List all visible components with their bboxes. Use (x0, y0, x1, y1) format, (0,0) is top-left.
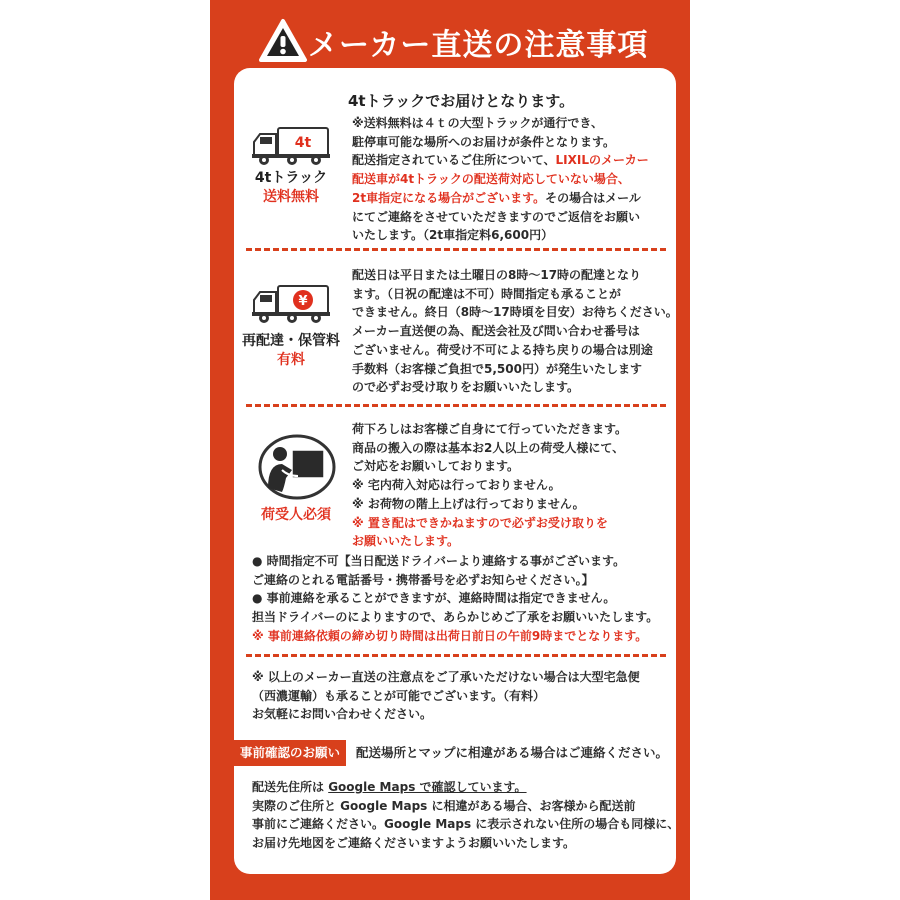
text-line: ※送料無料は４ｔの大型トラックが通行でき、 (352, 116, 603, 130)
text-line (352, 189, 649, 208)
caption-receiver-required: 荷受人必須 (261, 507, 331, 523)
text-line: にてご連絡をさせていただきますのでご返信をお願い (352, 209, 641, 224)
section3-notes (252, 552, 658, 646)
yen-label: ¥ (298, 294, 308, 309)
red-text: LIXILのメーカー (555, 153, 649, 168)
divider (246, 248, 666, 251)
text-line: できません。終日（8時～17時頃を目安）お待ちください。 (352, 305, 678, 320)
text-line (252, 778, 679, 797)
text-line: ので必ずお受け取りをお願いいたします。 (352, 380, 580, 395)
notice-panel (210, 0, 690, 900)
receiver-person-icon (258, 434, 336, 500)
truck-yen-icon (250, 284, 330, 324)
text-line: 事前にご連絡ください。Google Maps に表示されない住所の場合も同様に、 (252, 817, 680, 832)
badge-description: 配送場所とマップに相違がある場合はご連絡ください。 (356, 745, 669, 760)
text-span: 配送指定されているご住所について、 (352, 153, 556, 168)
section1-text (352, 114, 649, 245)
content-card (234, 68, 680, 874)
text-line: ※ 以上のメーカー直送の注意点をご了承いただけない場合は大型宅急便 (252, 670, 640, 684)
red-text: 2t車指定になる場合がございます。 (352, 190, 546, 205)
section4-text (252, 668, 640, 724)
note-line-red: ※ 事前連絡依頼の締め切り時間は出荷日前日の午前9時までとなります。 (252, 628, 648, 643)
section2-text (352, 266, 678, 397)
text-line: ※ お荷物の階上上げは行っておりません。 (352, 496, 585, 511)
text-line: 商品の搬入の際は基本お2人以上の荷受人様にて、 (352, 440, 625, 455)
truck-4t-icon (250, 126, 330, 166)
caption-paid: 有料 (277, 352, 305, 368)
text-line: （西濃運輸）も承ることが可能でございます。（有料） (252, 688, 546, 703)
caption-4t-truck: 4tトラック (254, 170, 328, 186)
google-maps-link[interactable]: Google Maps で確認しています。 (328, 780, 527, 794)
red-text-line: お願いいたします。 (352, 534, 460, 549)
text-line: メーカー直送便の為、配送会社及び問い合わせ番号は (352, 324, 640, 339)
text-line: お届け先地図をご連絡くださいますようお願いいたします。 (252, 836, 576, 851)
section1-lead: 4tトラックでお届けとなります。 (348, 92, 575, 110)
divider (246, 654, 666, 657)
caption-redelivery-fee: 再配達・保管料 (242, 333, 340, 349)
advance-confirmation-badge: 事前確認のお願い (234, 740, 346, 766)
google-maps-note (252, 778, 679, 853)
text-line: ございません。荷受け不可による持ち戻りの場合は別途 (352, 342, 653, 357)
text-line: 配送日は平日または土曜日の8時～17時の配達となり (352, 268, 642, 282)
text-line: いたします。（2t車指定料6,600円） (352, 228, 554, 243)
text-line: 手数料（お客様ご負担で5,500円）が発生いたします (352, 361, 642, 376)
note-line: ● 時間指定不可【当日配送ドライバーより連絡する事がございます。 (252, 554, 626, 568)
note-line: ● 事前連絡を承ることができますが、連絡時間は指定できません。 (252, 591, 616, 606)
text-line: ※ 宅内荷入対応は行っておりません。 (352, 478, 561, 493)
text-line: 荷下ろしはお客様ご自身にて行っていただきます。 (352, 422, 628, 436)
note-line: ご連絡のとれる電話番号・携帯番号を必ずお知らせください。】 (252, 572, 594, 587)
caption-free-shipping: 送料無料 (263, 189, 319, 205)
text-line: 駐停車可能な場所へのお届けが条件となります。 (352, 134, 616, 149)
red-text-line: 配送車が4tトラックの配送荷対応していない場合、 (352, 172, 630, 187)
divider (246, 404, 666, 407)
text-line (352, 151, 649, 170)
page-title: メーカー直送の注意事項 (308, 28, 649, 63)
note-line: 担当ドライバーのによりますので、あらかじめご了承をお願いいたします。 (252, 610, 659, 625)
text-line: ご対応をお願いしております。 (352, 459, 520, 474)
text-span: その場合はメール (545, 190, 641, 205)
red-text-line: ※ 置き配はできかねますので必ずお受け取りを (352, 515, 608, 530)
text-line: 実際のご住所と Google Maps に相違がある場合、お客様から配送前 (252, 798, 636, 813)
section3-text (352, 420, 627, 551)
text-line: お気軽にお問い合わせください。 (252, 707, 433, 722)
header (210, 14, 690, 70)
truck-4t-label: 4t (294, 135, 312, 151)
warning-icon (258, 18, 308, 64)
text-span: 配送先住所は (252, 780, 325, 794)
text-line: ます。（日祝の配達は不可）時間指定も承ることが (352, 286, 622, 301)
